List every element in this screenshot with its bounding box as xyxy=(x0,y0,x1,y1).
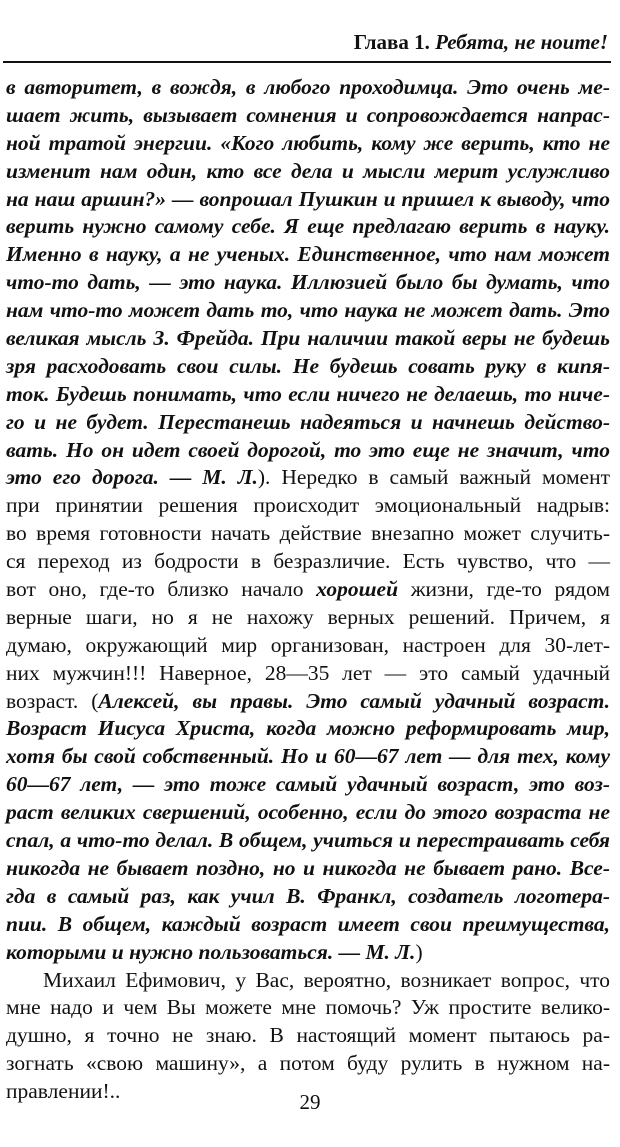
text-segment: хотя бы свой собственный. Но и 60—67 лет — для тех, кому xyxy=(6,744,610,769)
text-segment: возраст. ( xyxy=(6,688,99,713)
text-line xyxy=(6,353,610,381)
text-line xyxy=(6,604,610,632)
text-line xyxy=(6,213,610,241)
chapter-title: Ребята, не ноите! xyxy=(435,30,608,54)
text-line xyxy=(6,130,610,158)
text-segment: душно, я точно не знаю. В настоящий момент пытаюсь ра- xyxy=(6,1023,610,1048)
text-line xyxy=(6,576,610,604)
text-line xyxy=(6,994,610,1022)
text-segment: мне надо и чем Вы можете мне помочь? Уж простите велико- xyxy=(6,995,610,1020)
text-line xyxy=(6,771,610,799)
text-segment: великая мысль З. Фрейда. При наличии такой веры не будешь xyxy=(6,326,610,351)
header-divider xyxy=(3,61,611,63)
text-line xyxy=(6,548,610,576)
chapter-label: Глава 1. xyxy=(353,30,430,54)
text-segment: ток. Будешь понимать, что если ничего не делаешь, то ниче- xyxy=(6,381,610,406)
text-segment: во время готовности начать действие внезапно может случить- xyxy=(6,521,610,546)
text-segment: 60—67 лет, — это тоже самый удачный возраст, это воз- xyxy=(6,772,610,797)
text-line xyxy=(6,409,610,437)
text-line xyxy=(6,688,610,716)
text-line xyxy=(6,492,610,520)
text-line xyxy=(6,715,610,743)
text-segment: пии. В общем, каждый возраст имеет свои преимущества, xyxy=(6,911,610,936)
text-line xyxy=(6,102,610,130)
text-segment: ся переход из бодрости в безразличие. Есть чувство, что — xyxy=(6,549,610,574)
text-segment: Возраст Иисуса Христа, когда можно реформировать мир, xyxy=(6,716,610,741)
text-segment: вать. Но он идет своей дорогой, то это еще не значит, что xyxy=(6,437,610,462)
text-segment: думаю, окружающий мир организован, настроен для 30-лет- xyxy=(6,632,610,657)
text-segment: го и не будет. Перестанешь надеяться и начнешь действо- xyxy=(6,409,610,434)
text-line xyxy=(6,297,610,325)
text-line xyxy=(6,967,610,995)
body-text xyxy=(6,74,610,1106)
text-segment: зогнать «свою машину», а потом буду рулить в нужном на- xyxy=(6,1051,610,1076)
text-line xyxy=(6,660,610,688)
text-line xyxy=(6,158,610,186)
text-segment: которыми и нужно пользоваться. — М. Л. xyxy=(6,939,416,964)
text-segment: правлении!.. xyxy=(6,1079,121,1104)
running-header-text xyxy=(354,30,608,54)
text-line xyxy=(6,74,610,102)
text-segment: на наш аршин?» — вопрошал Пушкин и пришел к выводу, что xyxy=(6,186,610,211)
text-segment: Михаил Ефимович, у Вас, вероятно, возникает вопрос, что xyxy=(43,967,610,992)
text-segment: нам что-то может дать то, что наука не может дать. Это xyxy=(6,298,610,323)
text-line xyxy=(6,1050,610,1078)
text-segment: хорошей xyxy=(316,577,399,602)
text-segment: них мужчин!!! Наверное, 28—35 лет — это самый удачный xyxy=(6,660,610,685)
text-line xyxy=(6,269,610,297)
text-segment: ) xyxy=(415,939,423,964)
text-segment: шает жить, вызывает сомнения и сопровождается напрас- xyxy=(6,102,610,127)
text-line xyxy=(6,827,610,855)
text-segment: в авторитет, в вождя, в любого проходимца. Это очень ме- xyxy=(6,75,610,99)
text-line xyxy=(6,325,610,353)
text-segment: вот оно, где-то близко начало xyxy=(6,577,317,602)
text-segment: ). Нередко в самый важный момент xyxy=(257,465,610,490)
text-segment: это его дорога. — М. Л. xyxy=(6,465,258,490)
text-line xyxy=(6,520,610,548)
running-header xyxy=(0,0,612,64)
text-segment: изменит нам один, кто все дела и мысли мерит услужливо xyxy=(6,158,610,183)
text-segment: ной тратой энергии. «Кого любить, кому же верить, кто не xyxy=(6,130,610,155)
text-line xyxy=(6,381,610,409)
text-segment: верить нужно самому себе. Я еще предлагаю верить в науку. xyxy=(6,214,610,239)
text-line xyxy=(6,437,610,465)
text-segment: что-то дать, — это наука. Иллюзией было бы думать, что xyxy=(6,270,610,295)
text-line xyxy=(6,1022,610,1050)
text-segment: никогда не бывает поздно, но и никогда не бывает рано. Все- xyxy=(6,855,610,880)
text-segment: гда в самый раз, как учил В. Франкл, создатель логотера- xyxy=(6,883,610,908)
text-segment: зря расходовать свои силы. Не будешь совать руку в кипя- xyxy=(6,353,610,378)
text-line xyxy=(6,241,610,269)
text-line xyxy=(6,883,610,911)
page-number: 29 xyxy=(299,1090,321,1114)
text-segment: раст великих свершений, особенно, если до этого возраста не xyxy=(6,800,610,825)
text-line xyxy=(6,743,610,771)
text-segment: Именно в науку, а не ученых. Единственное, что нам может xyxy=(6,242,610,267)
text-line xyxy=(6,464,610,492)
text-line xyxy=(6,911,610,939)
text-line xyxy=(6,632,610,660)
text-segment: спал, а что-то делал. В общем, учиться и перестраивать себя xyxy=(6,828,610,853)
text-segment: при принятии решения происходит эмоциональный надрыв: xyxy=(6,493,610,518)
text-line xyxy=(6,186,610,214)
text-segment: жизни, где-то рядом xyxy=(398,577,610,602)
text-line xyxy=(6,939,610,967)
text-line xyxy=(6,799,610,827)
text-segment: Алексей, вы правы. Это самый удачный возраст. xyxy=(98,688,610,713)
text-line xyxy=(6,855,610,883)
text-segment: верные шаги, но я не нахожу верных решений. Причем, я xyxy=(6,604,610,629)
